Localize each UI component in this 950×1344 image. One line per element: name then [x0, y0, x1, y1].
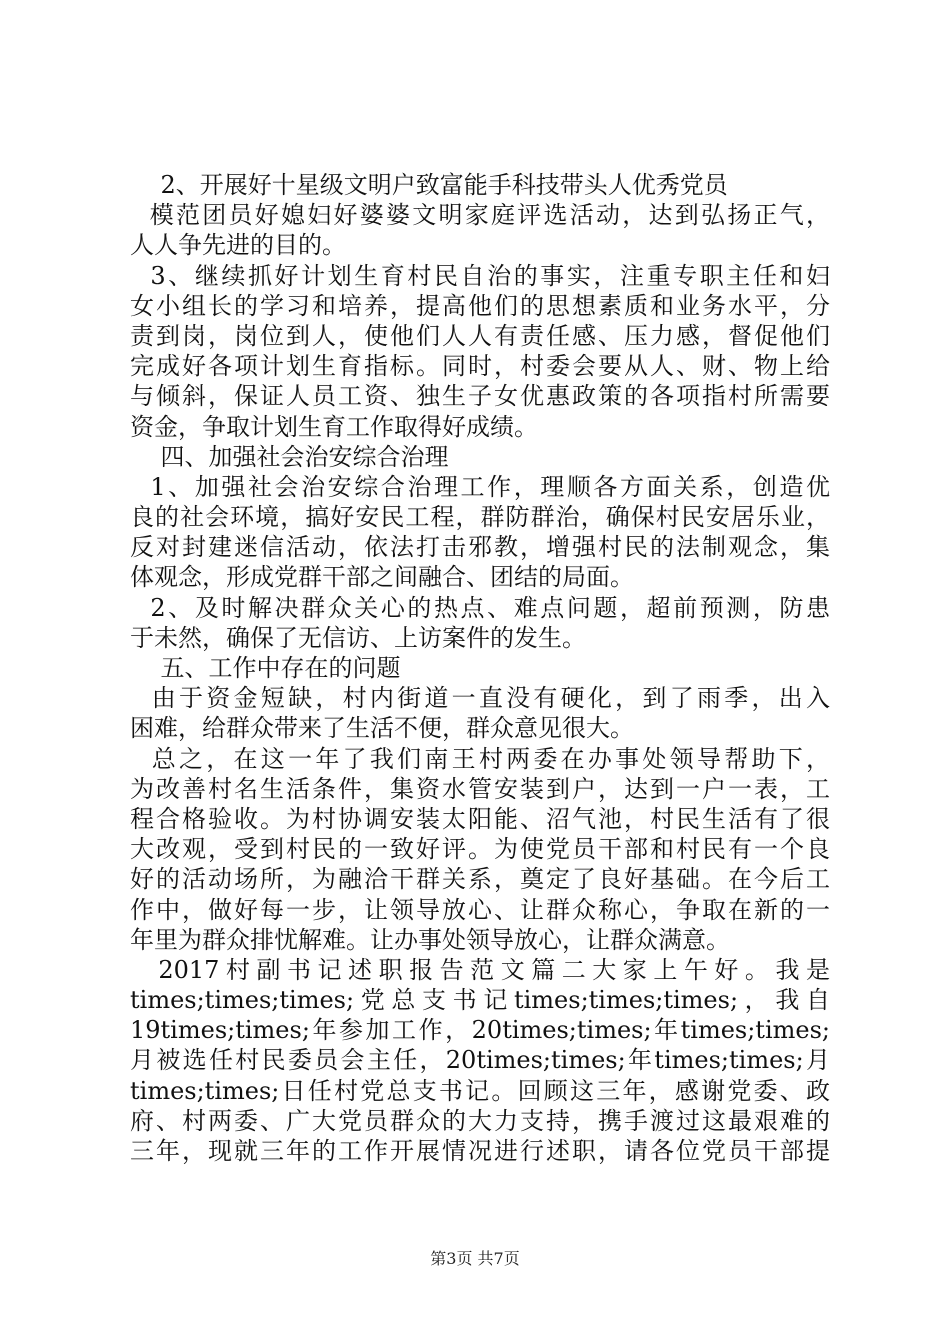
text-line: 四、加强社会治安综合治理	[130, 442, 449, 471]
text-line: 模范团员好媳妇好婆婆文明家庭评选活动，达到弘扬正气，	[130, 201, 830, 230]
text-line: 体观念，形成党群干部之间融合、团结的局面。	[130, 563, 634, 592]
text-line: times;times;times;党总支书记times;times;times;，我自	[130, 986, 830, 1015]
text-line: 良的社会环境，搞好安民工程，群防群治，确保村民安居乐业，	[130, 503, 830, 532]
text-line: 作中，做好每一步，让领导放心、让群众称心，争取在新的一	[130, 895, 830, 924]
text-line: 2、及时解决群众关心的热点、难点问题，超前预测，防患	[130, 593, 830, 622]
text-line: 总之，在这一年了我们南王村两委在办事处领导帮助下，	[130, 744, 830, 773]
text-line: 责到岗，岗位到人，使他们人人有责任感、压力感，督促他们	[130, 321, 830, 350]
text-line: 年里为群众排忧解难。让办事处领导放心，让群众满意。	[130, 925, 730, 954]
text-line: 完成好各项计划生育指标。同时，村委会要从人、财、物上给	[130, 352, 830, 381]
text-line: 与倾斜，保证人员工资、独生子女优惠政策的各项指村所需要	[130, 382, 830, 411]
text-line: 好的活动场所，为融洽干群关系，奠定了良好基础。在今后工	[130, 865, 830, 894]
text-line: 困难，给群众带来了生活不便，群众意见很大。	[130, 714, 634, 743]
text-line: 2017村副书记述职报告范文篇二大家上午好。我是	[130, 955, 830, 984]
text-line: 人人争先进的目的。	[130, 231, 346, 260]
text-line: 为改善村名生活条件，集资水管安装到户，达到一户一表，工	[130, 774, 830, 803]
text-line: 由于资金短缺，村内街道一直没有硬化，到了雨季，出入	[130, 684, 830, 713]
text-line: 女小组长的学习和培养，提高他们的思想素质和业务水平，分	[130, 291, 830, 320]
text-line: 19times;times;年参加工作，20times;times;年times;times;	[130, 1016, 830, 1045]
text-line: times;times;日任村党总支书记。回顾这三年，感谢党委、政	[130, 1076, 830, 1105]
text-line: 3、继续抓好计划生育村民自治的事实，注重专职主任和妇	[130, 261, 830, 290]
text-line: 反对封建迷信活动，依法打击邪教，增强村民的法制观念，集	[130, 533, 830, 562]
text-line: 府、村两委、广大党员群众的大力支持，携手渡过这最艰难的	[130, 1106, 830, 1135]
text-line: 五、工作中存在的问题	[130, 654, 401, 682]
text-line: 1、加强社会治安综合治理工作，理顺各方面关系，创造优	[130, 472, 830, 501]
text-line: 2、开展好十星级文明户致富能手科技带头人优秀党员	[130, 171, 728, 199]
text-line: 月被选任村民委员会主任，20times;times;年times;times;月	[130, 1046, 830, 1075]
text-line: 资金，争取计划生育工作取得好成绩。	[130, 412, 538, 441]
text-line: 程合格验收。为村协调安装太阳能、沼气池，村民生活有了很	[130, 804, 830, 833]
text-line: 三年，现就三年的工作开展情况进行述职，请各位党员干部提	[130, 1137, 830, 1165]
text-line: 于未然，确保了无信访、上访案件的发生。	[130, 623, 586, 652]
document-body	[130, 170, 830, 1166]
text-line: 大改观，受到村民的一致好评。为使党员干部和村民有一个良	[130, 835, 830, 864]
page-footer: 第3页 共7页	[430, 1249, 520, 1268]
